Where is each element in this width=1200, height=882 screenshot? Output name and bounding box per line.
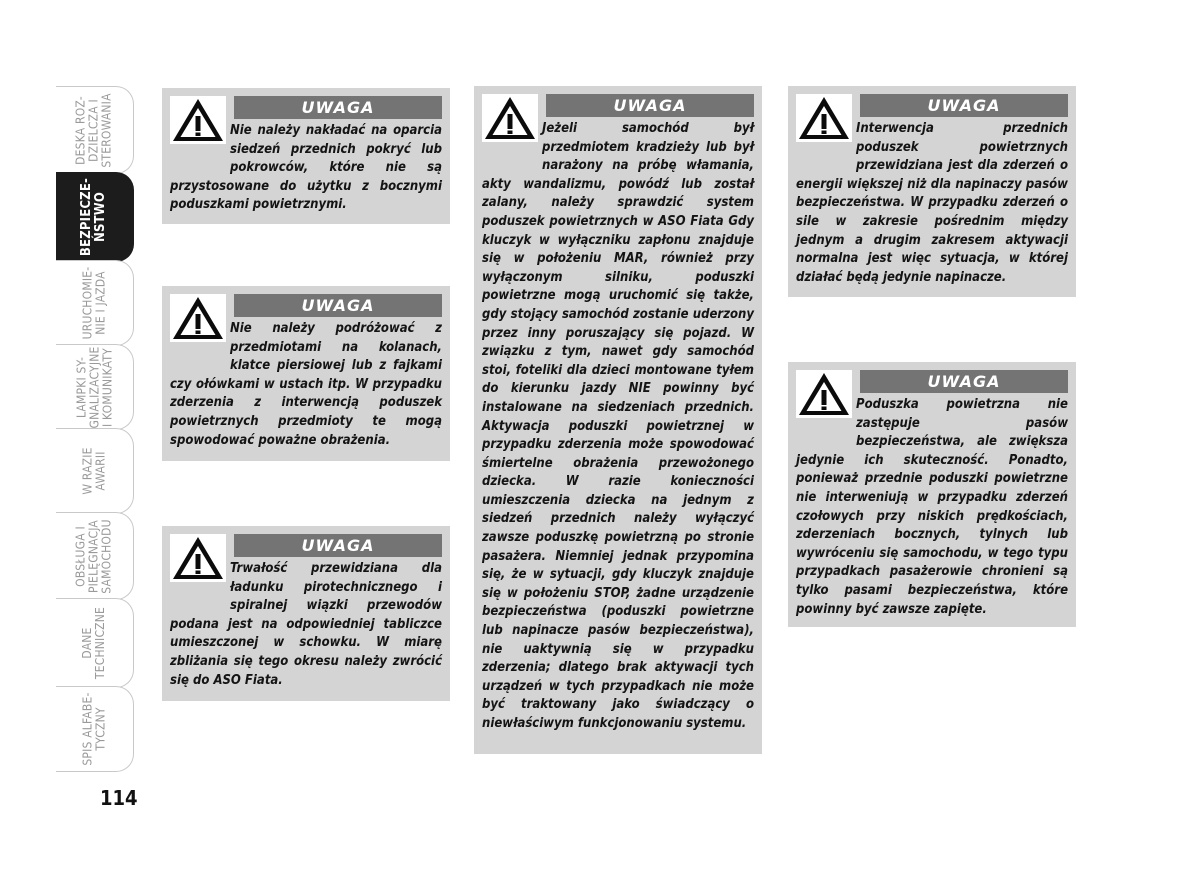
tab-uruchomienie[interactable] [56,260,134,346]
warning-text [170,122,442,215]
warning-text-content: Trwałość przewidziana dla ładunku pirotechnicznego i spiralnej wiązki przewodów podana jest na odpowiedniej tabliczce umieszczonej w schowku. W miarę zbliżania się tego okresu należy zwrócić się do ASO Fiata. [170,561,442,688]
warning-box [788,86,1076,297]
warning-text [170,560,442,690]
warning-text-content: Poduszka powietrzna nie zastępuje pasów bezpieczeństwa, ale zwiększa jedynie ich skuteczność. Ponadto, ponieważ przednie poduszki powietrzne nie interweniują w przypadku zderzeń czołowych przy niskich prędkościach, zderzeniach bocznych, tylnych lub wywróceniu się samochodu, w tego typu przypadkach pasażerowie chronieni są tylko pasami bezpieczeństwa, które powinny być zawsze zapięte. [796,397,1068,617]
tab-deska-rozdzielcza[interactable] [56,86,134,174]
warning-box [162,286,450,461]
warning-text-content: Interwencja przednich poduszek powietrznych przewidziana jest dla zderzeń o energii większej niż dla napinaczy pasów bezpieczeństwa. W przypadku zderzeń o sile w zakresie pośrednim między jednym a drugim zakresem aktywacji normalna jest więc sytuacja, w której działać będą jedynie napinacze. [796,121,1068,285]
tab-label: DESKA ROZ- DZIELCZA I STEROWANIA [74,92,114,168]
tab-label: BEZPIECZE- ŃSTWO [79,177,109,257]
warning-text [796,120,1068,287]
tab-label: OBSŁUGA I PIELĘGNACJA SAMOCHODU [73,518,114,594]
tab-label: W RAZIE AWARII [80,447,108,495]
tab-dane-techniczne[interactable] [56,598,134,688]
warning-title: UWAGA [860,94,1068,117]
warning-text [482,120,754,734]
warning-title: UWAGA [860,370,1068,393]
warning-text-content: Nie należy podróżować z przedmiotami na kolanach, klatce piersiowej lub z fajkami czy ołówkami w ustach itp. W przypadku zderzenia z interwencją poduszek powietrznych przedmioty te mogą spowodować poważne obrażenia. [170,321,442,448]
warning-box [788,362,1076,627]
tab-obsluga[interactable] [56,512,134,600]
warning-text [170,320,442,450]
warning-title: UWAGA [234,534,442,557]
tab-lampki[interactable] [56,344,134,430]
tab-bezpieczenstwo[interactable] [56,172,134,262]
tab-label: DANE TECHNICZNE [80,606,108,680]
tab-label: URUCHOMIE- NIE I JAZDA [80,266,108,340]
page-number: 114 [100,786,138,810]
warning-title: UWAGA [234,96,442,119]
warning-text-content: Nie należy nakładać na oparcia siedzeń przednich pokryć lub pokrowców, które nie są przystosowane do użytku z bocznymi poduszkami powietrznymi. [170,123,442,213]
tab-label: SPIS ALFABE- TYCZNY [80,692,108,766]
tab-spis-alfabetyczny[interactable] [56,686,134,772]
warning-text-content: Jeżeli samochód był przedmiotem kradzieży lub był narażony na próbę włamania, akty wandalizmu, powódź lub został zalany, należy sprawdzić system poduszek powietrznych w ASO Fiata Gdy kluczyk w wyłączniku zapłonu znajduje się w położeniu MAR, również przy wyłączonym silniku, poduszki powietrzne mogą uruchomić się także, gdy stojący samochód zostanie uderzony przez inny poruszający się pojazd. W związku z tym, nawet gdy samochód stoi, foteliki dla dzieci montowane tyłem do kierunku jazdy NIE powinny być instalowane na siedzeniach przednich. Aktywacja poduszki powietrznej w przypadku zderzenia może spowodować śmiertelne obrażenia przewożonego dziecka. W razie konieczności umieszczenia dziecka na jednym z siedzeń przednich należy wyłączyć zawsze poduszkę powietrzną po stronie pasażera. Niemniej jednak przypomina się, że w sytuacji, gdy kluczyk znajduje się w położeniu STOP, żadne urządzenie bezpieczeństwa (poduszki powietrzne lub napinacze pasów bezpieczeństwa), nie uaktywnią się w przypadku zderzenia; dlatego brak aktywacji tych urządzeń w tych przypadkach nie może być traktowany jako świadczący o niewłaściwym funkcjonowaniu systemu. [482,121,754,731]
tab-label: LAMPKI SY- GNALIZACYJNE I KOMUNIKATY [74,346,115,428]
warning-box [474,86,762,754]
warning-text [796,396,1068,619]
warning-title: UWAGA [546,94,754,117]
tab-w-razie-awarii[interactable] [56,428,134,514]
warning-box [162,88,450,224]
warning-box [162,526,450,701]
warning-title: UWAGA [234,294,442,317]
